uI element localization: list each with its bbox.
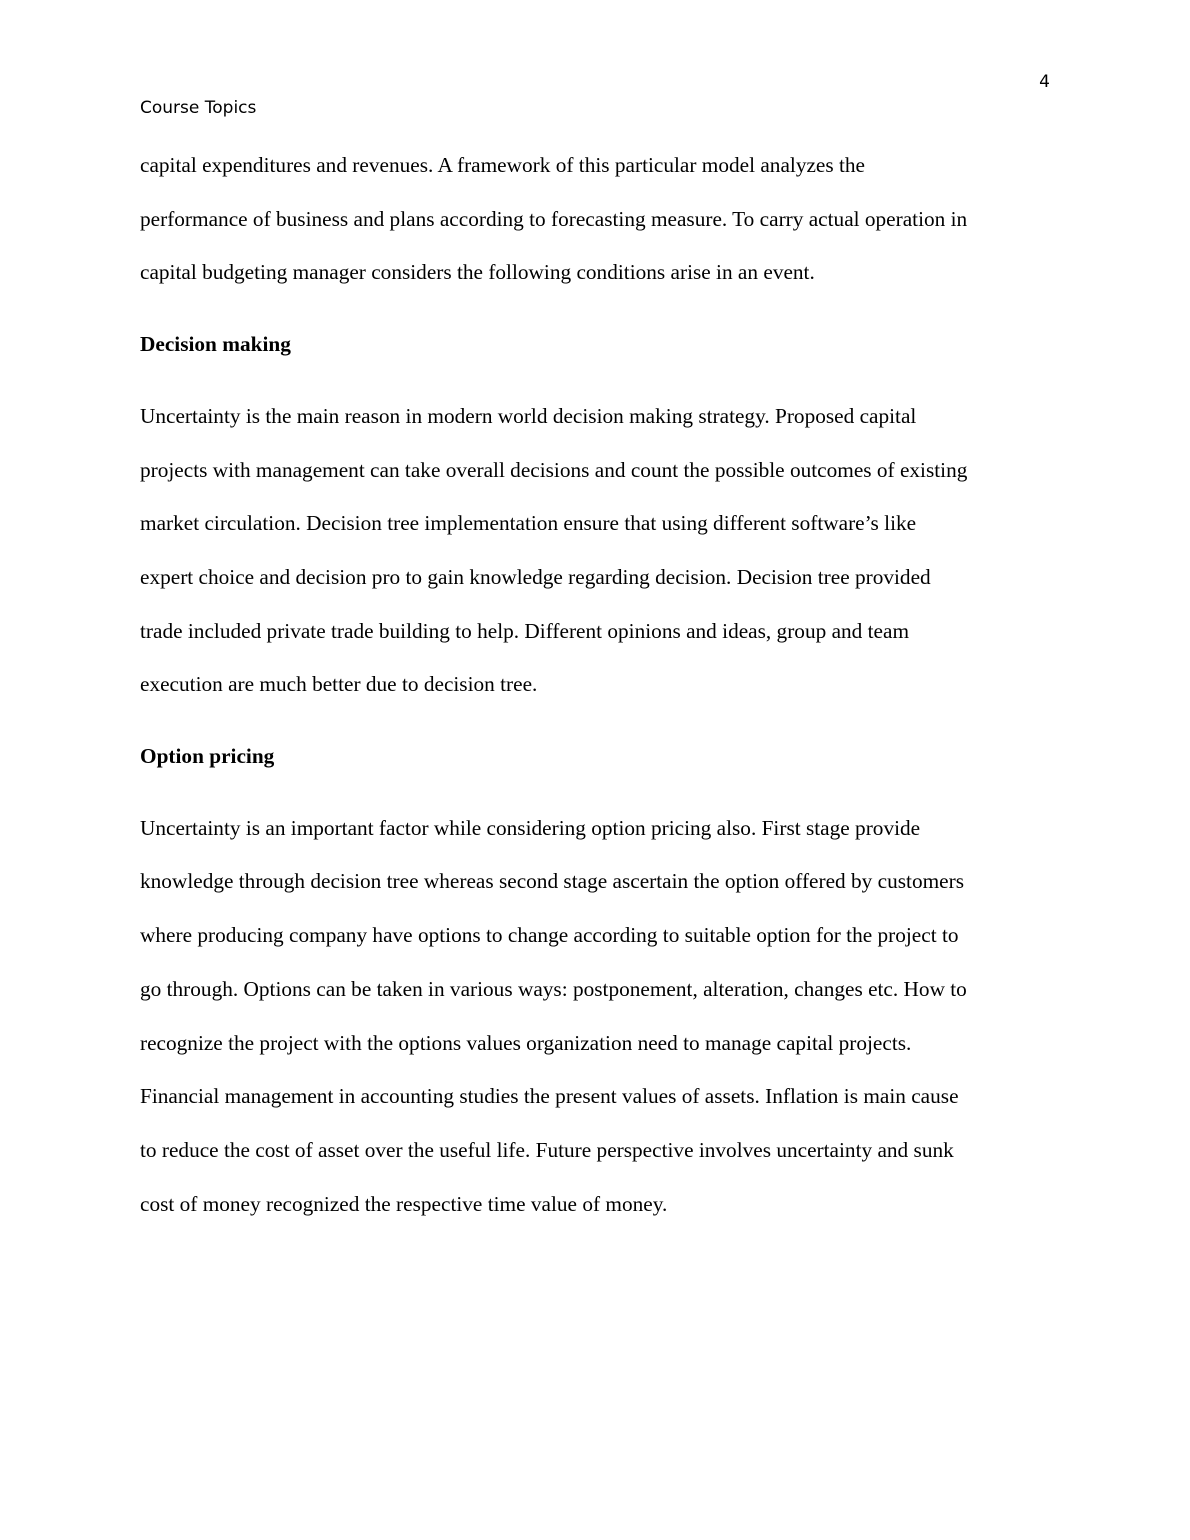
paragraph-line: execution are much better due to decision tree. [140, 672, 538, 697]
paragraph-line: projects with management can take overall decisions and count the possible outcomes of existing [140, 457, 968, 482]
paragraph-line: recognize the project with the options values organization need to manage capital projects. [140, 1030, 912, 1055]
paragraph-line: Uncertainty is an important factor while considering option pricing also. First stage provide [140, 815, 921, 840]
paragraph-line: performance of business and plans according to forecasting measure. To carry actual operation in [140, 206, 968, 231]
section-heading-decision-making: Decision making [140, 332, 291, 357]
paragraph-line: knowledge through decision tree whereas second stage ascertain the option offered by customers [140, 869, 964, 894]
paragraph-line: market circulation. Decision tree implementation ensure that using different software’s like [140, 511, 917, 536]
document-body [140, 139, 1052, 1231]
paragraph-line: capital expenditures and revenues. A framework of this particular model analyzes the [140, 153, 866, 177]
decision-making-paragraph [140, 390, 1052, 712]
paragraph-line: capital budgeting manager considers the following conditions arise in an event. [140, 260, 815, 285]
paragraph-line: Uncertainty is the main reason in modern world decision making strategy. Proposed capital [140, 403, 917, 428]
paragraph-line: trade included private trade building to help. Different opinions and ideas, group and team [140, 618, 910, 643]
paragraph-line: expert choice and decision pro to gain knowledge regarding decision. Decision tree provided [140, 564, 931, 589]
section-heading-option-pricing: Option pricing [140, 744, 275, 769]
option-pricing-paragraph [140, 802, 1052, 1232]
paragraph-line: cost of money recognized the respective time value of money. [140, 1191, 668, 1216]
intro-paragraph [140, 139, 1052, 300]
paragraph-line: Financial management in accounting studies the present values of assets. Inflation is main cause [140, 1084, 959, 1109]
page-number: 4 [1039, 72, 1050, 92]
paragraph-line: go through. Options can be taken in various ways: postponement, alteration, changes etc. How to [140, 976, 967, 1001]
paragraph-line: to reduce the cost of asset over the useful life. Future perspective involves uncertainty and sunk [140, 1137, 954, 1162]
paragraph-line: where producing company have options to change according to suitable option for the project to [140, 923, 959, 948]
running-head: Course Topics [140, 98, 257, 118]
